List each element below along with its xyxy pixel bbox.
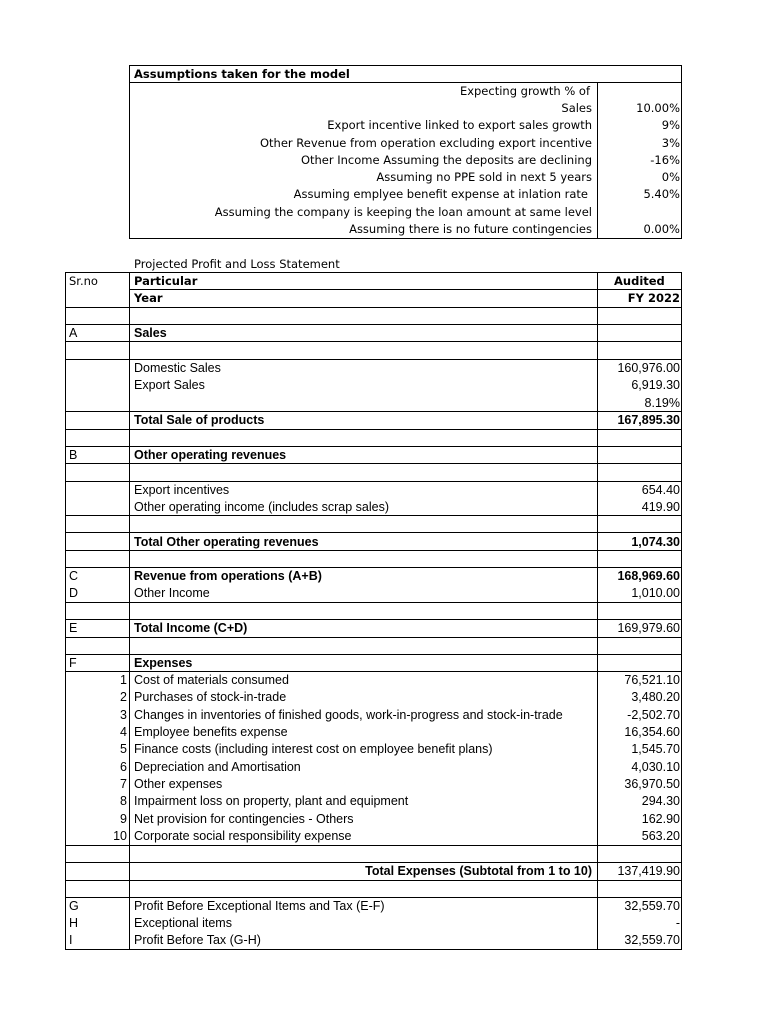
year-header: Year bbox=[134, 291, 163, 305]
row-value: 654.40 bbox=[641, 483, 680, 497]
expense-value: 1,545.70 bbox=[631, 742, 680, 756]
expense-value: 16,354.60 bbox=[624, 725, 680, 739]
expense-value: 36,970.50 bbox=[624, 777, 680, 791]
audited-header: Audited bbox=[614, 274, 665, 288]
row-value: 419.90 bbox=[641, 500, 680, 514]
expense-label: Cost of materials consumed bbox=[134, 673, 289, 687]
row-code: A bbox=[69, 326, 78, 340]
total-label: Total Income (C+D) bbox=[134, 621, 248, 635]
expense-no: 7 bbox=[120, 777, 127, 791]
total-value: 137,419.90 bbox=[617, 864, 680, 878]
expense-label: Employee benefits expense bbox=[134, 725, 288, 739]
expense-value: 162.90 bbox=[641, 812, 680, 826]
row-value: 8.19% bbox=[644, 396, 680, 410]
row-value: 32,559.70 bbox=[624, 899, 680, 913]
row-label: Domestic Sales bbox=[134, 361, 221, 375]
assumption-label: Other Income Assuming the deposits are declining bbox=[300, 153, 592, 167]
section-label: Sales bbox=[134, 326, 167, 340]
expense-value: 4,030.10 bbox=[631, 760, 680, 774]
assumption-value: 5.40% bbox=[643, 187, 680, 201]
row-label: Exceptional items bbox=[134, 916, 232, 930]
total-label: Revenue from operations (A+B) bbox=[134, 569, 322, 583]
expense-label: Purchases of stock-in-trade bbox=[134, 690, 287, 704]
expense-no: 4 bbox=[120, 725, 127, 739]
expense-value: 563.20 bbox=[641, 829, 680, 843]
expense-label: Depreciation and Amortisation bbox=[134, 760, 301, 774]
assumption-value: 9% bbox=[661, 118, 680, 132]
row-label: Other operating income (includes scrap sales) bbox=[134, 500, 389, 514]
row-code: F bbox=[69, 656, 77, 670]
assumption-label: Expecting growth % of bbox=[459, 84, 590, 98]
assumption-label: Other Revenue from operation excluding export incentive bbox=[259, 136, 592, 150]
total-value: 169,979.60 bbox=[617, 621, 680, 635]
section-label: Other operating revenues bbox=[134, 448, 287, 462]
row-code: E bbox=[69, 621, 78, 635]
row-label: Profit Before Tax (G-H) bbox=[134, 933, 261, 947]
expense-label: Net provision for contingencies - Others bbox=[134, 812, 354, 826]
assumption-label: Assuming the company is keeping the loan amount at same level bbox=[214, 205, 592, 219]
total-value: 1,074.30 bbox=[631, 535, 680, 549]
row-label: Other Income bbox=[134, 586, 210, 600]
expense-no: 6 bbox=[120, 760, 127, 774]
row-value: - bbox=[675, 916, 680, 930]
expense-value: -2,502.70 bbox=[627, 708, 680, 722]
row-value: 160,976.00 bbox=[617, 361, 680, 375]
expense-label: Other expenses bbox=[134, 777, 223, 791]
expense-value: 294.30 bbox=[641, 794, 680, 808]
assumption-label: Export incentive linked to export sales growth bbox=[327, 118, 592, 132]
expense-value: 76,521.10 bbox=[624, 673, 680, 687]
expense-no: 3 bbox=[120, 708, 127, 722]
expense-no: 10 bbox=[113, 829, 127, 843]
assumption-label: Assuming there is no future contingencies bbox=[349, 222, 592, 236]
row-value: 6,919.30 bbox=[631, 378, 680, 392]
expense-label: Changes in inventories of finished goods, work-in-progress and stock-in-trade bbox=[134, 708, 563, 722]
total-label: Total Sale of products bbox=[134, 413, 265, 427]
expense-label: Finance costs (including interest cost on employee benefit plans) bbox=[134, 742, 493, 756]
row-label: Export Sales bbox=[134, 378, 205, 392]
assumption-value: 0% bbox=[661, 170, 680, 184]
assumption-label: Sales bbox=[561, 101, 592, 115]
srno-header: Sr.no bbox=[69, 274, 98, 288]
assumption-value: 0.00% bbox=[643, 222, 680, 236]
assumption-label: Assuming no PPE sold in next 5 years bbox=[376, 170, 592, 184]
statement-title: Projected Profit and Loss Statement bbox=[134, 257, 340, 271]
assumption-value: 10.00% bbox=[636, 101, 680, 115]
fy-header: FY 2022 bbox=[627, 291, 680, 305]
row-code: B bbox=[69, 448, 78, 462]
row-label: Profit Before Exceptional Items and Tax (E-F) bbox=[134, 899, 385, 913]
section-label: Expenses bbox=[134, 656, 193, 670]
row-code: G bbox=[69, 899, 79, 913]
row-code: C bbox=[69, 569, 79, 583]
row-value: 32,559.70 bbox=[624, 933, 680, 947]
assumption-value: -16% bbox=[650, 153, 680, 167]
total-value: 168,969.60 bbox=[617, 569, 680, 583]
row-code: D bbox=[69, 586, 79, 600]
assumptions-title: Assumptions taken for the model bbox=[134, 67, 350, 81]
row-label: Export incentives bbox=[134, 483, 230, 497]
expense-no: 5 bbox=[120, 742, 127, 756]
expense-label: Impairment loss on property, plant and equipment bbox=[134, 794, 409, 808]
expense-no: 9 bbox=[120, 812, 127, 826]
row-code: H bbox=[69, 916, 79, 930]
assumption-value: 3% bbox=[661, 136, 680, 150]
particular-header: Particular bbox=[134, 274, 198, 288]
total-label: Total Other operating revenues bbox=[134, 535, 319, 549]
row-code: I bbox=[69, 933, 73, 947]
assumption-label: Assuming emplyee benefit expense at inlation rate bbox=[293, 187, 588, 201]
total-label: Total Expenses (Subtotal from 1 to 10) bbox=[365, 864, 592, 878]
expense-value: 3,480.20 bbox=[631, 690, 680, 704]
total-value: 167,895.30 bbox=[617, 413, 680, 427]
expense-no: 2 bbox=[120, 690, 127, 704]
expense-label: Corporate social responsibility expense bbox=[134, 829, 352, 843]
row-value: 1,010.00 bbox=[631, 586, 680, 600]
expense-no: 8 bbox=[120, 794, 127, 808]
expense-no: 1 bbox=[120, 673, 127, 687]
